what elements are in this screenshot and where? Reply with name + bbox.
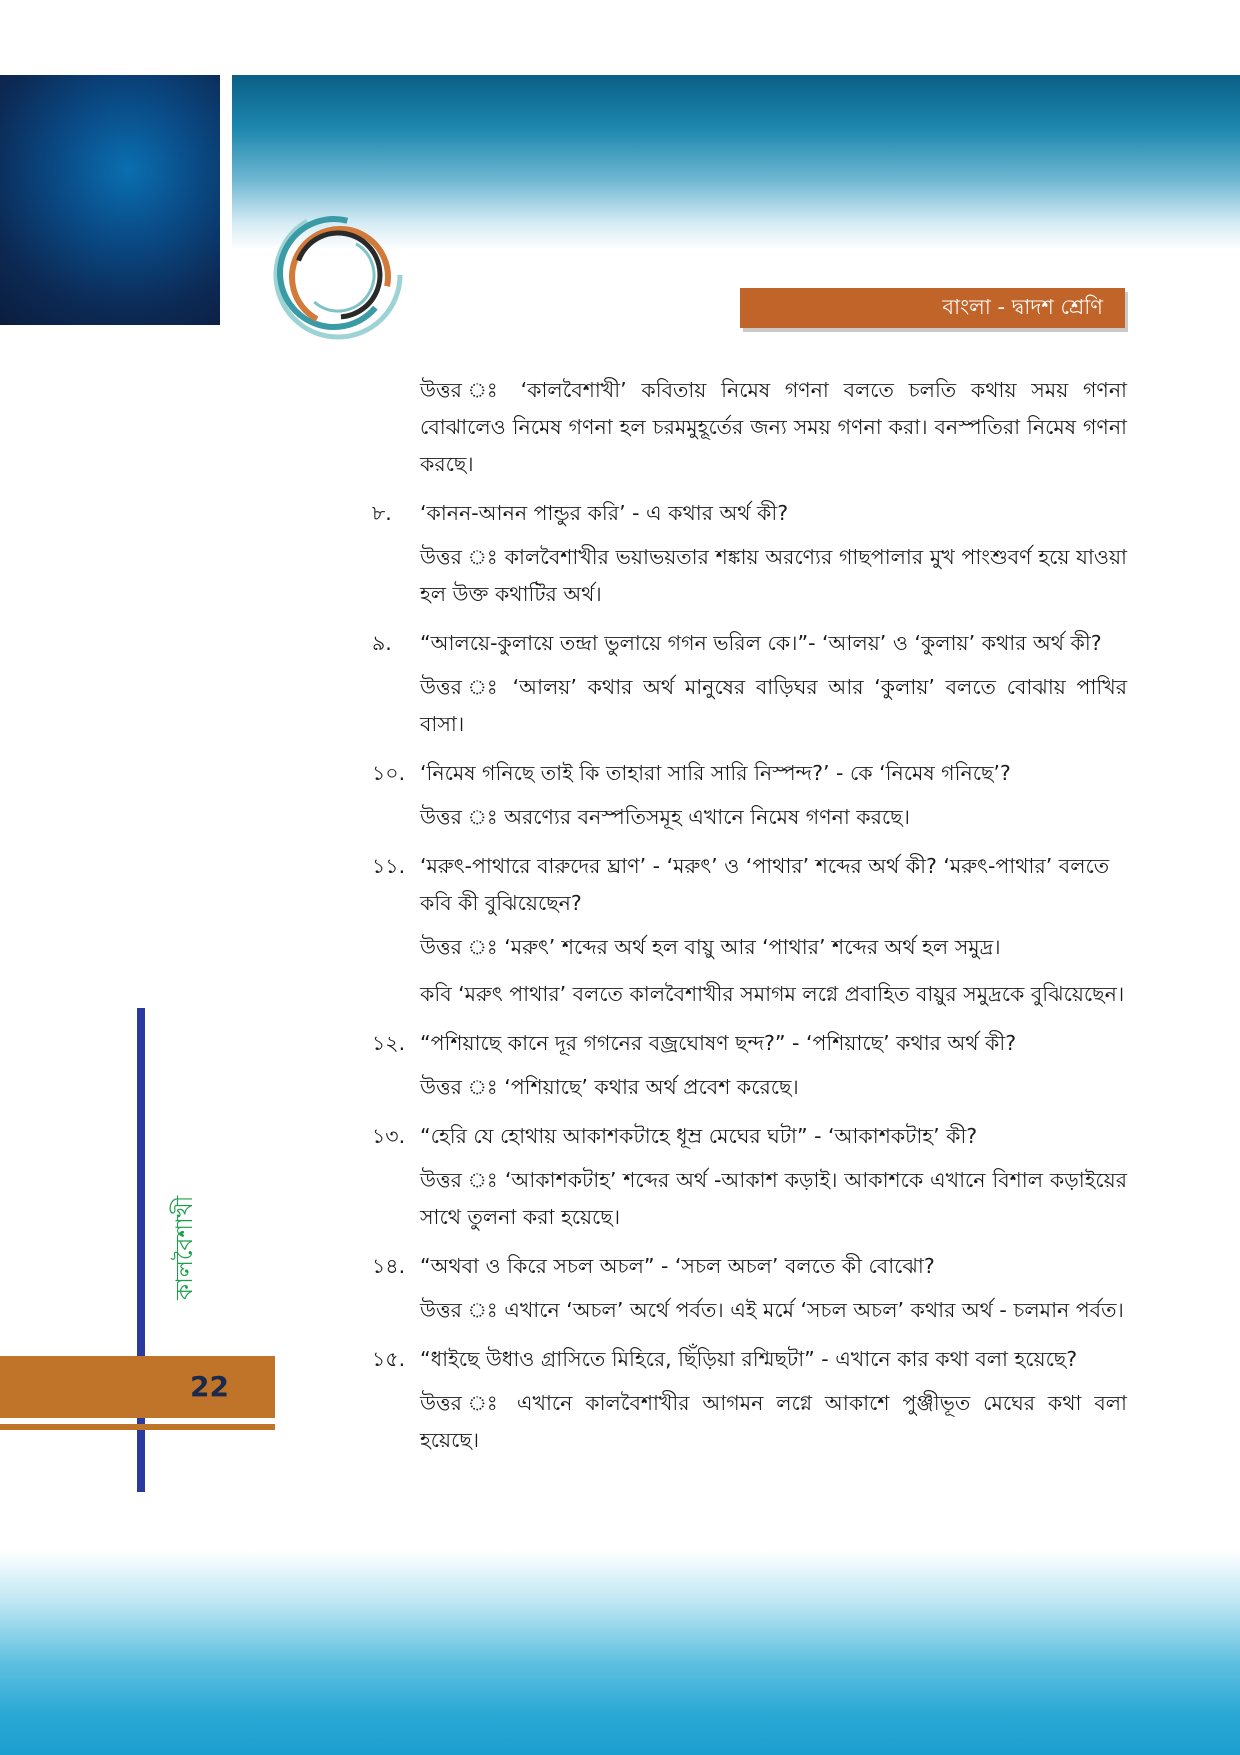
qa-item-8 (372, 495, 1127, 613)
page-number: 22 (190, 1370, 229, 1403)
answer: উত্তর ঃ ‘পশিয়াছে’ কথার অর্থ প্রবেশ করেছে। (420, 1075, 799, 1099)
question (372, 1248, 1127, 1285)
question (372, 495, 1127, 532)
answer: উত্তর ঃ এখানে কালবৈশাখীর আগমন লগ্নে আকাশে পুঞ্জীভূত মেঘের কথা বলা হয়েছে। (420, 1391, 1127, 1452)
side-vertical-rule (137, 1008, 145, 1492)
qa-item-14 (372, 1248, 1127, 1329)
question-number: ৮. (372, 501, 392, 525)
question-number: ১৩. (372, 1124, 406, 1148)
qa-item-15 (372, 1341, 1127, 1459)
qa-item-13 (372, 1118, 1127, 1236)
question-text: “পশিয়াছে কানে দূর গগনের বজ্রঘোষণ ছন্দ?” - ‘পশিয়াছে’ কথার অর্থ কী? (420, 1031, 1017, 1055)
page-number-underline (0, 1424, 275, 1430)
corner-decor-block (0, 75, 220, 325)
page-number-band (0, 1356, 275, 1418)
question-text: “হেরি যে হোথায় আকাশকটাহে ধূম্র মেঘের ঘটা” - ‘আকাশকটাহ’ কী? (420, 1124, 978, 1148)
answer-continued: কবি ‘মরুৎ পাথার’ বলতে কালবৈশাখীর সমাগম লগ্নে প্রবাহিত বায়ুর সমুদ্রকে বুঝিয়েছেন। (420, 982, 1125, 1006)
question-number: ১০. (372, 761, 406, 785)
subject-title-bar (740, 288, 1125, 328)
question-number: ১১. (372, 854, 406, 878)
chapter-side-title: কালবৈশাখী (172, 1195, 198, 1300)
answer: উত্তর ঃ এখানে ‘অচল’ অর্থে পর্বত। এই মর্মে ‘সচল অচল’ কথার অর্থ - চলমান পর্বত। (420, 1298, 1124, 1322)
qa-item-10 (372, 755, 1127, 836)
question-text: “আলয়ে-কুলায়ে তন্দ্রা ভুলায়ে গগন ভরিল কে।”- ‘আলয়’ ও ‘কুলায়’ কথার অর্থ কী? (420, 631, 1102, 655)
question-number: ১৪. (372, 1254, 406, 1278)
question-number: ১৫. (372, 1347, 406, 1371)
footer-gradient-band (0, 1550, 1240, 1755)
answer: উত্তর ঃ ‘আকাশকটাহ’ শব্দের অর্থ -আকাশ কড়াই। আকাশকে এখানে বিশাল কড়াইয়ের সাথে তুলনা করা হয়েছে। (420, 1168, 1127, 1229)
qa-content (372, 372, 1127, 1459)
answer: উত্তর ঃ কালবৈশাখীর ভয়াভয়তার শঙ্কায় অরণ্যের গাছপালার মুখ পাংশুবর্ণ হয়ে যাওয়া হল উক্ত কথাটির অর্থ। (420, 545, 1127, 606)
question-number: ১২. (372, 1031, 406, 1055)
question-text: “ধাইছে উধাও গ্রাসিতে মিহিরে, ছিঁড়িয়া রশ্মিছটা” - এখানে কার কথা বলা হয়েছে? (420, 1347, 1078, 1371)
question (372, 848, 1127, 922)
answer: উত্তর ঃ অরণ্যের বনস্পতিসমূহ এখানে নিমেষ গণনা করছে। (420, 805, 910, 829)
answer: উত্তর ঃ ‘আলয়’ কথার অর্থ মানুষের বাড়িঘর আর ‘কুলায়’ বলতে বোঝায় পাখির বাসা। (420, 675, 1127, 736)
answer: উত্তর ঃ ‘মরুৎ’ শব্দের অর্থ হল বায়ু আর ‘পাথার’ শব্দের অর্থ হল সমুদ্র। (420, 935, 1001, 959)
question-text: “অথবা ও কিরে সচল অচল” - ‘সচল অচল’ বলতে কী বোঝো? (420, 1254, 935, 1278)
question (372, 1341, 1127, 1378)
qa-item-9 (372, 625, 1127, 743)
question (372, 1118, 1127, 1155)
qa-item-11 (372, 848, 1127, 1013)
question (372, 625, 1127, 662)
question-number: ৯. (372, 631, 392, 655)
question-text: ‘কানন-আনন পান্ডুর করি’ - এ কথার অর্থ কী? (420, 501, 789, 525)
question (372, 755, 1127, 792)
question-text: ‘মরুৎ-পাথারে বারুদের ঘ্রাণ’ - ‘মরুৎ’ ও ‘পাথার’ শব্দের অর্থ কী? ‘মরুৎ-পাথার’ বলতে কবি কী বুঝিয়েছেন? (420, 854, 1110, 915)
question-text: ‘নিমেষ গনিছে তাই কি তাহারা সারি সারি নিস্পন্দ?’ - কে ‘নিমেষ গনিছে’? (420, 761, 1011, 785)
question (372, 1025, 1127, 1062)
qa-item-12 (372, 1025, 1127, 1106)
rings-logo-icon (268, 205, 408, 345)
subject-title: বাংলা - দ্বাদশ শ্রেণি (942, 294, 1103, 319)
intro-answer: উত্তর ঃ ‘কালবৈশাখী’ কবিতায় নিমেষ গণনা বলতে চলতি কথায় সময় গণনা বোঝালেও নিমেষ গণনা হল চরমমুহূর্তের জন্য সময় গণনা করা। বনস্পতিরা নিমেষ গণনা করছে। (420, 378, 1127, 476)
